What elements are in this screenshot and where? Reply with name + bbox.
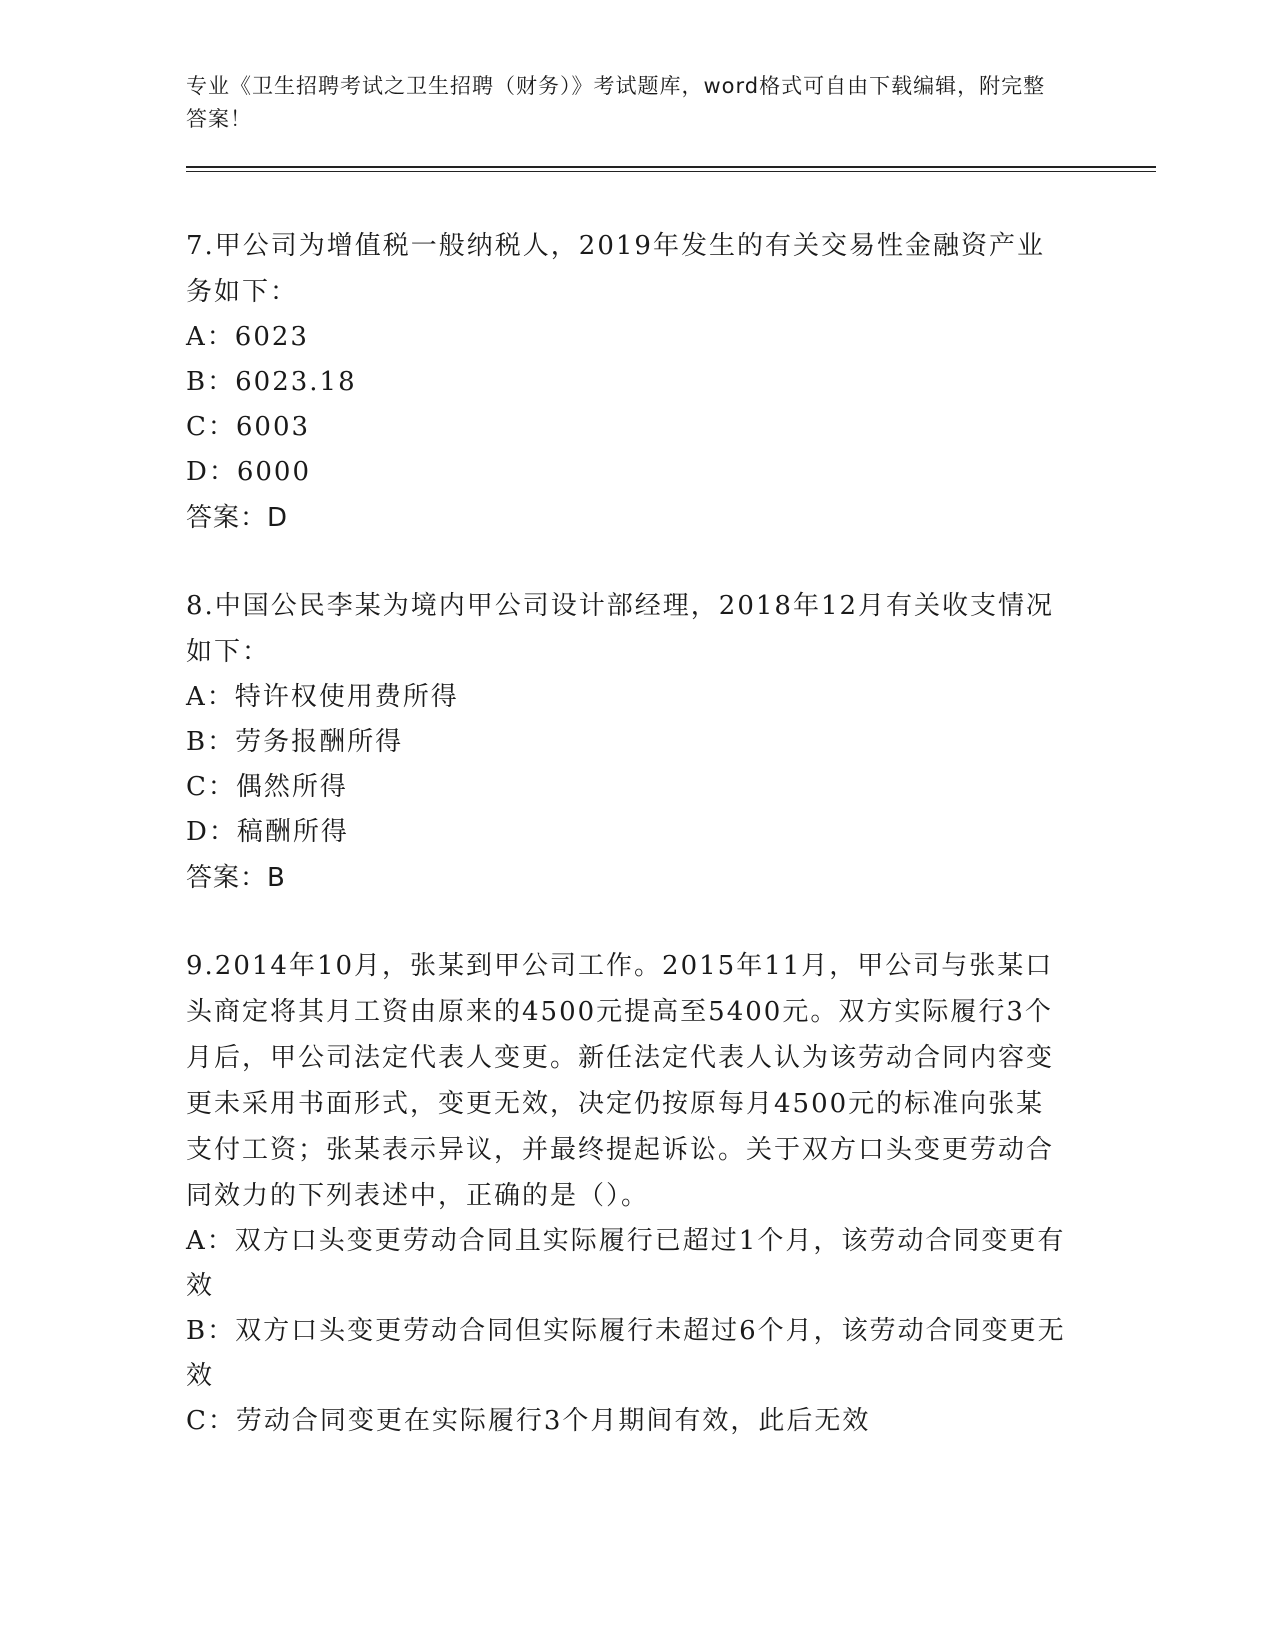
- question-9: [186, 943, 1106, 1444]
- option-d: D：稿酬所得: [186, 817, 349, 847]
- question-stem: 9.2014年10月，张某到甲公司工作。2015年11月，甲公司与张某口头商定将其月工资由原来的4500元提高至5400元。双方实际履行3个月后，甲公司法定代表人变更。新任法定代表人认为该劳动合同内容变更未采用书面形式，变更无效，决定仍按原每月4500元的标准向张某支付工资；张某表示异议，并最终提起诉讼。关于双方口头变更劳动合同效力的下列表述中，正确的是（）。: [186, 951, 1055, 1211]
- answer: 答案：D: [186, 503, 289, 533]
- option-d: D：6000: [186, 457, 312, 487]
- option-c: C：6003: [186, 412, 311, 442]
- option-c: C：偶然所得: [186, 772, 348, 802]
- option-b: B：6023.18: [186, 367, 357, 397]
- header-note: 专业《卫生招聘考试之卫生招聘（财务）》考试题库，word格式可自由下载编辑，附完整答案！: [186, 74, 1046, 131]
- question-7: [186, 223, 1106, 541]
- option-b: B：劳务报酬所得: [186, 727, 404, 757]
- option-a: A：双方口头变更劳动合同且实际履行已超过1个月，该劳动合同变更有效: [186, 1226, 1066, 1301]
- option-a: A：特许权使用费所得: [186, 682, 459, 712]
- document-page: [186, 70, 1106, 1444]
- question-8: [186, 583, 1106, 901]
- header-divider: [186, 166, 1156, 172]
- question-stem: 7.甲公司为增值税一般纳税人，2019年发生的有关交易性金融资产业务如下：: [186, 231, 1045, 307]
- option-b: B：双方口头变更劳动合同但实际履行未超过6个月，该劳动合同变更无效: [186, 1316, 1066, 1391]
- option-c: C：劳动合同变更在实际履行3个月期间有效，此后无效: [186, 1406, 871, 1436]
- question-stem: 8.中国公民李某为境内甲公司设计部经理，2018年12月有关收支情况如下：: [186, 591, 1055, 667]
- option-a: A：6023: [186, 322, 309, 352]
- answer: 答案：B: [186, 863, 286, 893]
